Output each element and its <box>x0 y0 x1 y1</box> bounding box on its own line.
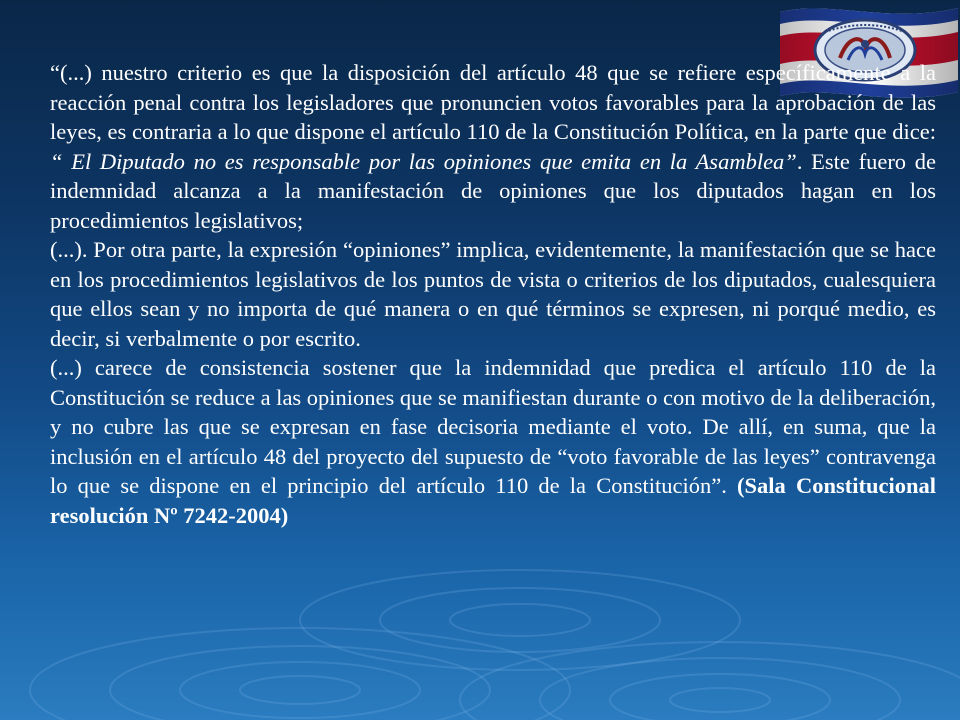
quote-body <box>50 58 936 530</box>
quote-text: (...). Por otra parte, la expresión “opiniones” implica, evidentemente, la manifestación que se hace en los procedimientos legislativos de los puntos de vista o criterios de los diputados, cualesquiera que ellos sean y no importa de qué manera o en qué términos se expresen, ni porqué medio, es decir, si verbalmente o por escrito. <box>50 237 936 351</box>
quote-paragraph-2 <box>50 235 936 353</box>
quoted-constitution-text: “ El Diputado no es responsable por las opiniones que emita en la Asamblea” <box>50 148 797 174</box>
quote-text: . Este fuero de indemnidad alcanza a la manifestación de opiniones que los diputados hagan en los procedimientos legislativos; <box>50 148 936 233</box>
quote-text: “(...) nuestro criterio es que la disposición del artículo 48 que se refiere específicamente a la reacción penal contra los legisladores que pronuncien votos favorables para la aprobación de las leyes, es contraria a lo que dispone el artículo 110 de la Constitución Política, en la parte que dice: <box>50 60 936 144</box>
quote-text: (...) carece de consistencia sostener que la indemnidad que predica el artículo 110 de la Constitución se reduce a las opiniones que se manifiestan durante o con motivo de la deliberación, y no cubre las que se expresan en fase decisoria mediante el voto. De allí, en suma, que la inclusión en el artículo 48 del proyecto del supuesto de “voto favorable de las leyes” contravenga lo que se dispone en el principio del artículo 110 de la Constitución”. <box>50 355 936 498</box>
quote-paragraph-3 <box>50 353 936 530</box>
citation-reference: (Sala Constitucional resolución Nº 7242-2004) <box>50 473 936 528</box>
quote-paragraph-1 <box>50 58 936 235</box>
